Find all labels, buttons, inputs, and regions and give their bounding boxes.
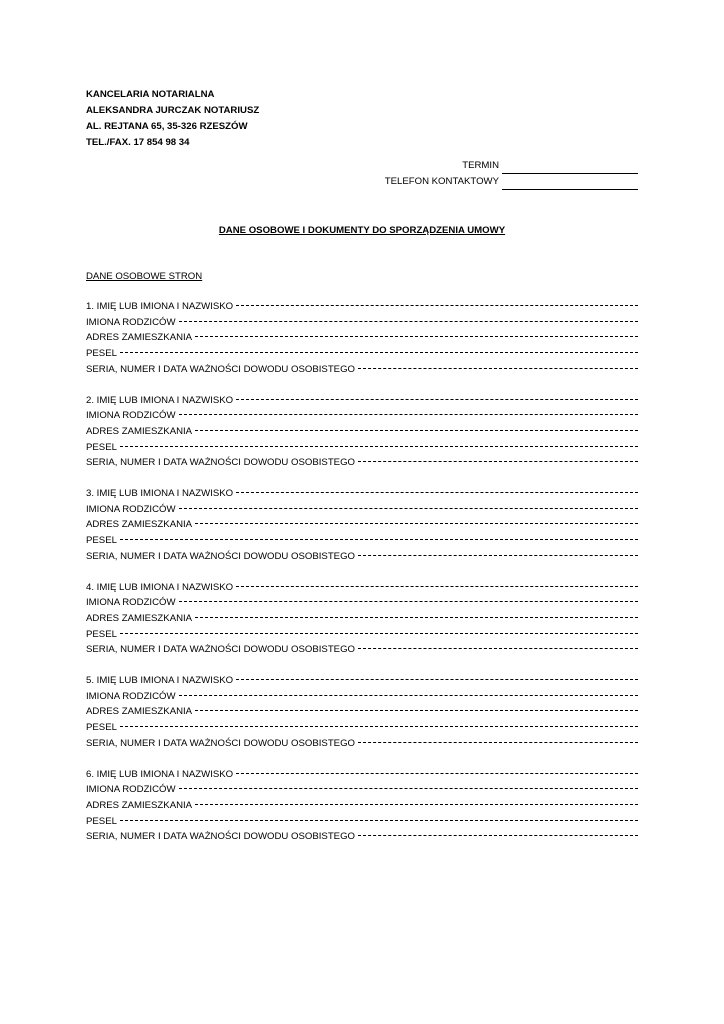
- id-card-label: SERIA, NUMER I DATA WAŻNOŚCI DOWODU OSOBISTEGO: [86, 831, 355, 843]
- dashed-line: [358, 549, 638, 556]
- pesel-label: PESEL: [86, 722, 117, 734]
- name-field[interactable]: [86, 299, 638, 315]
- address-label: ADRES ZAMIESZKANIA: [86, 332, 193, 344]
- name-field[interactable]: [86, 673, 638, 689]
- address-label: ADRES ZAMIESZKANIA: [86, 706, 193, 718]
- party-section-3: [86, 486, 638, 565]
- dashed-line: [236, 767, 638, 774]
- dashed-line: [358, 736, 638, 743]
- dashed-line: [195, 424, 638, 431]
- section-heading: DANE OSOBOWE STRON: [86, 271, 203, 282]
- office-name: KANCELARIA NOTARIALNA: [86, 89, 215, 100]
- pesel-label: PESEL: [86, 348, 117, 360]
- pesel-label: PESEL: [86, 628, 117, 640]
- parents-field[interactable]: [86, 315, 638, 331]
- parents-field[interactable]: [86, 408, 638, 424]
- id-card-label: SERIA, NUMER I DATA WAŻNOŚCI DOWODU OSOBISTEGO: [86, 737, 355, 749]
- parents-label: IMIONA RODZICÓW: [86, 316, 176, 328]
- id-card-field[interactable]: [86, 642, 638, 658]
- dashed-line: [179, 408, 638, 415]
- office-header: [86, 87, 638, 151]
- name-label: 1. IMIĘ LUB IMIONA I NAZWISKO: [86, 301, 234, 312]
- address-field[interactable]: [86, 330, 638, 346]
- parents-field[interactable]: [86, 502, 638, 518]
- id-card-field[interactable]: [86, 736, 638, 752]
- telefon-blank[interactable]: [502, 178, 638, 190]
- office-address: AL. REJTANA 65, 35-326 RZESZÓW: [86, 121, 248, 132]
- id-card-label: SERIA, NUMER I DATA WAŻNOŚCI DOWODU OSOBISTEGO: [86, 644, 355, 656]
- telefon-row: [86, 174, 638, 190]
- dashed-line: [195, 704, 638, 711]
- pesel-field[interactable]: [86, 533, 638, 549]
- dashed-line: [120, 440, 638, 447]
- dashed-line: [236, 673, 638, 680]
- party-section-5: [86, 673, 638, 752]
- dashed-line: [195, 330, 638, 337]
- pesel-label: PESEL: [86, 535, 117, 547]
- dashed-line: [120, 720, 638, 727]
- dashed-line: [179, 502, 638, 509]
- name-field[interactable]: [86, 580, 638, 596]
- name-field[interactable]: [86, 393, 638, 409]
- pesel-label: PESEL: [86, 815, 117, 827]
- dashed-line: [358, 642, 638, 649]
- termin-row: [86, 158, 638, 174]
- dashed-line: [120, 814, 638, 821]
- parents-label: IMIONA RODZICÓW: [86, 410, 176, 422]
- parents-label: IMIONA RODZICÓW: [86, 503, 176, 515]
- address-label: ADRES ZAMIESZKANIA: [86, 612, 193, 624]
- dashed-line: [179, 595, 638, 602]
- address-label: ADRES ZAMIESZKANIA: [86, 519, 193, 531]
- dashed-line: [179, 782, 638, 789]
- dashed-line: [179, 689, 638, 696]
- dashed-line: [120, 627, 638, 634]
- id-card-field[interactable]: [86, 549, 638, 565]
- name-label: 5. IMIĘ LUB IMIONA I NAZWISKO: [86, 675, 234, 687]
- document-title: DANE OSOBOWE I DOKUMENTY DO SPORZĄDZENIA UMOWY: [218, 225, 506, 236]
- notary-name: ALEKSANDRA JURCZAK NOTARIUSZ: [86, 105, 260, 116]
- parents-label: IMIONA RODZICÓW: [86, 784, 176, 796]
- id-card-label: SERIA, NUMER I DATA WAŻNOŚCI DOWODU OSOBISTEGO: [86, 457, 355, 469]
- id-card-field[interactable]: [86, 455, 638, 471]
- dashed-line: [236, 393, 638, 400]
- id-card-label: SERIA, NUMER I DATA WAŻNOŚCI DOWODU OSOBISTEGO: [86, 363, 355, 375]
- address-field[interactable]: [86, 798, 638, 814]
- name-label: 2. IMIĘ LUB IMIONA I NAZWISKO: [86, 394, 234, 406]
- name-field[interactable]: [86, 767, 638, 783]
- name-label: 3. IMIĘ LUB IMIONA I NAZWISKO: [86, 488, 234, 500]
- telefon-label: TELEFON KONTAKTOWY: [384, 176, 499, 187]
- party-sections: [86, 299, 638, 845]
- office-phone: TEL./FAX. 17 854 98 34: [86, 137, 190, 148]
- parents-field[interactable]: [86, 782, 638, 798]
- parents-label: IMIONA RODZICÓW: [86, 597, 176, 609]
- pesel-label: PESEL: [86, 441, 117, 453]
- id-card-label: SERIA, NUMER I DATA WAŻNOŚCI DOWODU OSOBISTEGO: [86, 550, 355, 562]
- address-field[interactable]: [86, 517, 638, 533]
- party-section-2: [86, 393, 638, 472]
- dashed-line: [358, 829, 638, 836]
- address-label: ADRES ZAMIESZKANIA: [86, 799, 193, 811]
- dashed-line: [236, 486, 638, 493]
- dashed-line: [195, 517, 638, 524]
- termin-blank[interactable]: [502, 162, 638, 174]
- pesel-field[interactable]: [86, 720, 638, 736]
- address-field[interactable]: [86, 704, 638, 720]
- dashed-line: [120, 346, 638, 353]
- address-label: ADRES ZAMIESZKANIA: [86, 425, 193, 437]
- party-section-4: [86, 580, 638, 659]
- dashed-line: [358, 455, 638, 462]
- name-label: 6. IMIĘ LUB IMIONA I NAZWISKO: [86, 768, 234, 780]
- document-page: [86, 87, 638, 845]
- dashed-line: [120, 533, 638, 540]
- termin-label: TERMIN: [462, 160, 499, 171]
- pesel-field[interactable]: [86, 346, 638, 362]
- address-field[interactable]: [86, 424, 638, 440]
- address-field[interactable]: [86, 611, 638, 627]
- parents-field[interactable]: [86, 689, 638, 705]
- pesel-field[interactable]: [86, 627, 638, 643]
- pesel-field[interactable]: [86, 814, 638, 830]
- party-section-6: [86, 767, 638, 846]
- dashed-line: [358, 362, 638, 369]
- dashed-line: [195, 798, 638, 805]
- name-label: 4. IMIĘ LUB IMIONA I NAZWISKO: [86, 581, 234, 593]
- pesel-field[interactable]: [86, 440, 638, 456]
- name-field[interactable]: [86, 486, 638, 502]
- dashed-line: [179, 315, 638, 322]
- party-section-1: [86, 299, 638, 378]
- parents-field[interactable]: [86, 595, 638, 611]
- id-card-field[interactable]: [86, 362, 638, 378]
- dashed-line: [236, 299, 638, 306]
- parents-label: IMIONA RODZICÓW: [86, 690, 176, 702]
- dashed-line: [195, 611, 638, 618]
- id-card-field[interactable]: [86, 829, 638, 845]
- dashed-line: [236, 580, 638, 587]
- contact-fields: [86, 158, 638, 190]
